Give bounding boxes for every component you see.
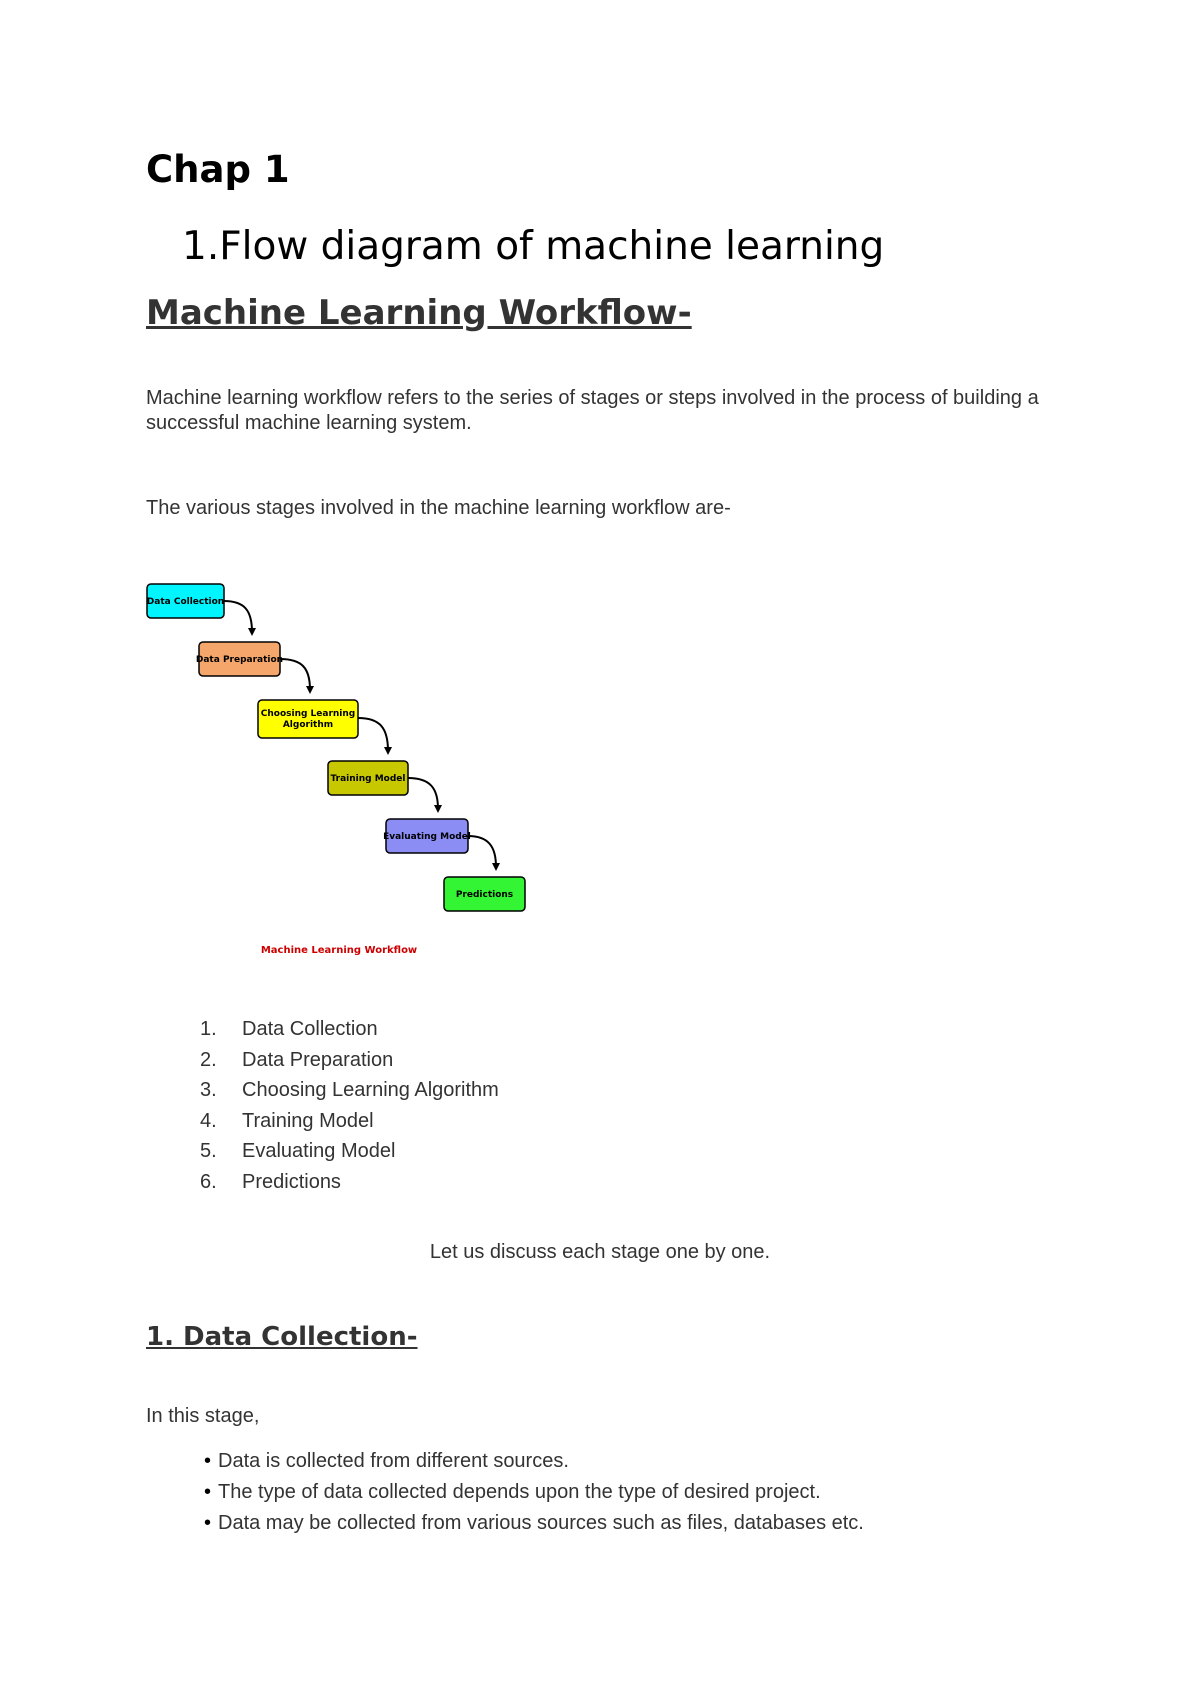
box-data-preparation-label: Data Preparation	[195, 655, 284, 665]
box-choosing-algorithm-label-line1: Choosing Learning	[260, 709, 356, 719]
bullet-item	[204, 1477, 864, 1508]
discuss-line: Let us discuss each stage one by one.	[429, 1241, 771, 1263]
box-evaluating-model-label: Evaluating Model	[383, 832, 471, 842]
stage-label: Data Collection	[242, 1018, 378, 1040]
stage-label: Predictions	[242, 1170, 341, 1193]
arrow-training-to-evaluating	[408, 778, 438, 809]
stage-label: Data Preparation	[242, 1048, 394, 1071]
flow-diagram-svg	[140, 570, 540, 960]
box-choosing-algorithm	[258, 700, 358, 738]
stage-number: 6.	[200, 1170, 217, 1193]
arrow-collection-to-preparation	[224, 601, 252, 632]
stage-number: 4.	[200, 1109, 217, 1132]
stages-intro: The various stages involved in the machine learning workflow are-	[146, 497, 731, 519]
data-collection-intro: In this stage,	[146, 1405, 260, 1427]
workflow-flow-diagram	[140, 570, 540, 960]
section-heading: 1.Flow diagram of machine learning	[182, 224, 885, 269]
stage-list-item	[200, 1075, 499, 1106]
bullet-text: The type of data collected depends upon the type of desired project.	[218, 1481, 821, 1503]
data-collection-heading: 1. Data Collection-	[146, 1322, 418, 1352]
stage-list-item	[200, 1014, 499, 1045]
stage-list-item	[200, 1106, 499, 1137]
stage-number: 1.	[200, 1018, 217, 1040]
diagram-caption: Machine Learning Workflow	[260, 945, 418, 956]
bullet-item	[204, 1446, 864, 1477]
bullet-text: Data is collected from different sources.	[218, 1450, 569, 1472]
bullet-icon: •	[204, 1450, 212, 1472]
arrow-algorithm-to-training	[358, 718, 388, 751]
data-collection-bullets	[204, 1446, 864, 1539]
intro-paragraph: Machine learning workflow refers to the series of stages or steps involved in the process of building a successful machine learning system.	[146, 387, 1039, 434]
stage-number: 5.	[200, 1140, 217, 1162]
stage-number: 2.	[200, 1048, 217, 1071]
arrow-preparation-to-algorithm	[280, 659, 310, 690]
bullet-icon: •	[204, 1512, 212, 1534]
bullet-item	[204, 1508, 864, 1539]
stage-list-item	[200, 1167, 499, 1198]
box-predictions-label: Predictions	[455, 890, 514, 900]
stage-list-item	[200, 1136, 499, 1167]
arrow-evaluating-to-predictions	[468, 836, 496, 867]
stage-number: 3.	[200, 1079, 217, 1101]
box-data-collection-label: Data Collection	[146, 597, 225, 607]
box-choosing-algorithm-label-line2: Algorithm	[282, 720, 334, 730]
bullet-text: Data may be collected from various sources such as files, databases etc.	[218, 1512, 864, 1534]
stage-list-item	[200, 1045, 499, 1076]
box-training-model-label: Training Model	[330, 774, 406, 784]
stage-label: Choosing Learning Algorithm	[242, 1079, 499, 1101]
stage-label: Evaluating Model	[242, 1140, 396, 1162]
stage-list	[200, 1014, 499, 1197]
stage-label: Training Model	[242, 1109, 374, 1132]
chapter-title: Chap 1	[146, 148, 290, 191]
workflow-heading: Machine Learning Workflow-	[146, 293, 692, 333]
bullet-icon: •	[204, 1481, 212, 1503]
